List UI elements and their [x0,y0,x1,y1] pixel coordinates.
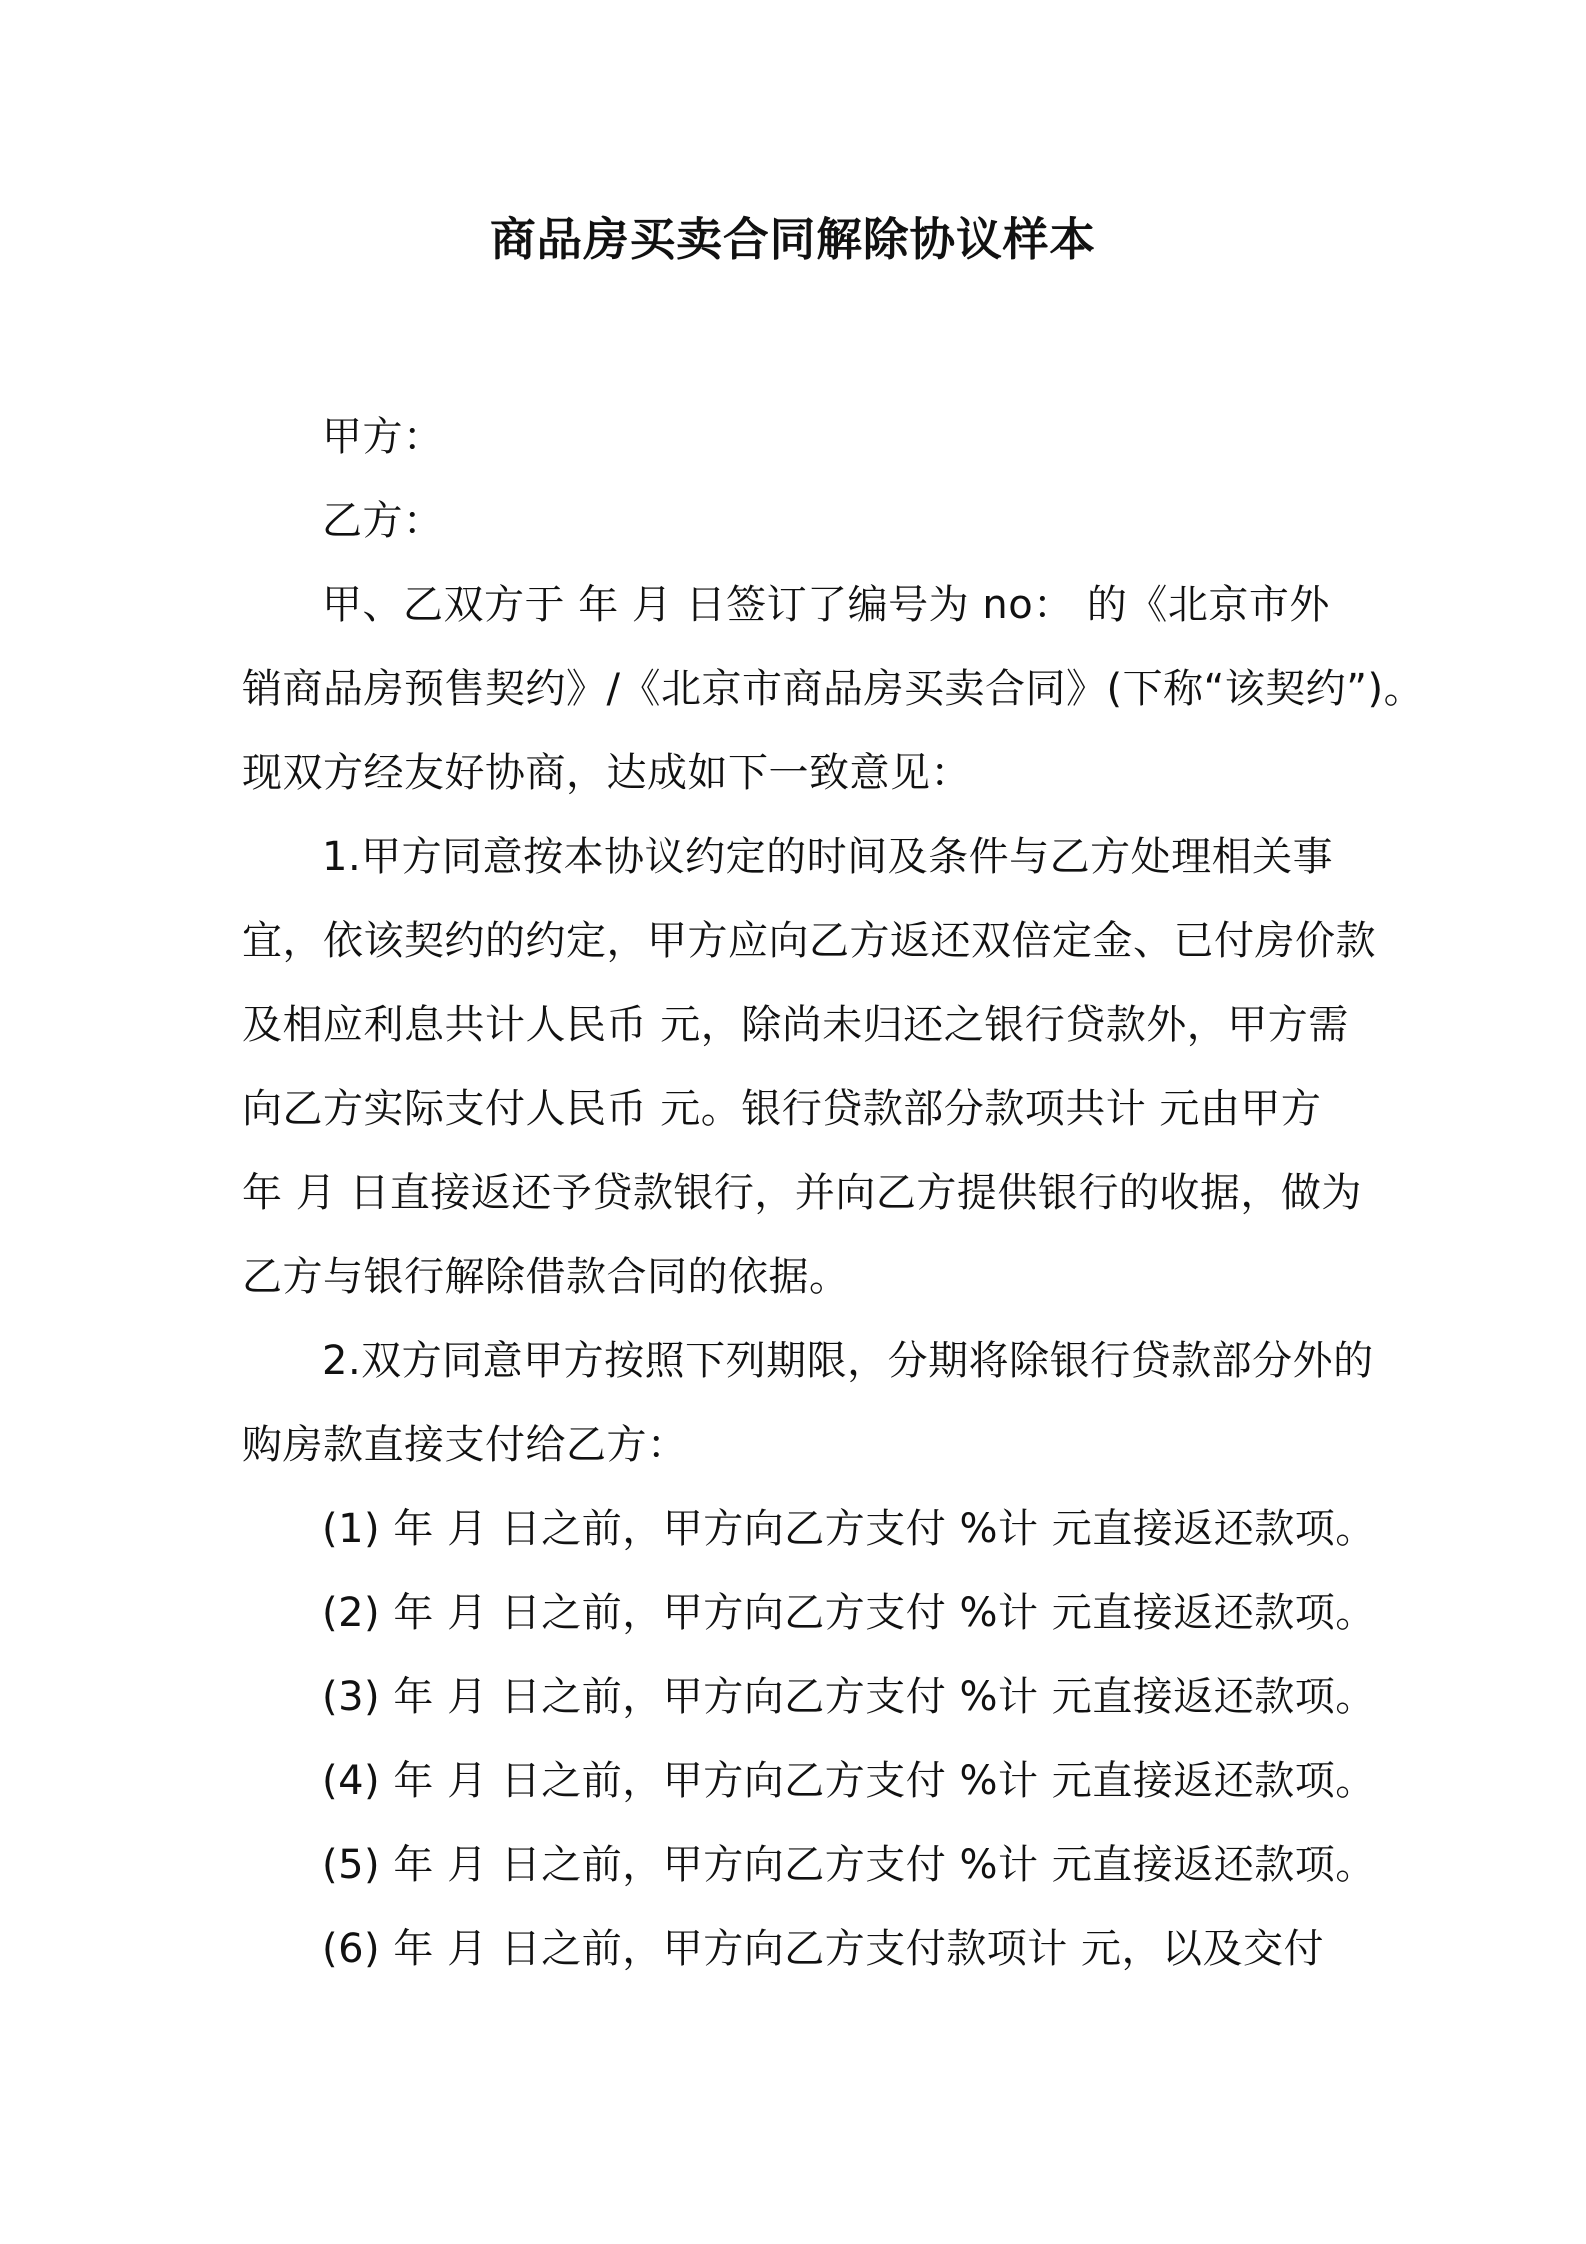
preamble-line: 甲、乙双方于 年 月 日签订了编号为 no： 的《北京市外 [322,582,1330,628]
clause-1-line: 年 月 日直接返还予贷款银行，并向乙方提供银行的收据，做为 [242,1170,1362,1216]
clause-1-line: 向乙方实际支付人民币 元。银行贷款部分款项共计 元由甲方 [242,1086,1322,1132]
installment-item: (4) 年 月 日之前，甲方向乙方支付 %计 元直接返还款项。 [322,1758,1376,1804]
preamble-line: 现双方经友好协商，达成如下一致意见： [242,750,971,796]
installment-item: (6) 年 月 日之前，甲方向乙方支付款项计 元，以及交付 [322,1926,1325,1972]
party-a-label: 甲方： [322,414,444,460]
clause-1-line: 及相应利息共计人民币 元，除尚未归还之银行贷款外，甲方需 [242,1002,1349,1048]
clause-1-line: 宜，依该契约的约定，甲方应向乙方返还双倍定金、已付房价款 [242,918,1376,964]
installment-item: (3) 年 月 日之前，甲方向乙方支付 %计 元直接返还款项。 [322,1674,1376,1720]
preamble-line: 销商品房预售契约》/《北京市商品房买卖合同》(下称“该契约”)。 [242,666,1425,712]
party-b-label: 乙方： [322,498,444,544]
clause-1-line: 1.甲方同意按本协议约定的时间及条件与乙方处理相关事 [322,834,1334,880]
document-title: 商品房买卖合同解除协议样本 [489,213,1097,266]
clause-1-line: 乙方与银行解除借款合同的依据。 [242,1254,850,1300]
clause-2-line: 2.双方同意甲方按照下列期限，分期将除银行贷款部分外的 [322,1338,1374,1384]
installment-item: (5) 年 月 日之前，甲方向乙方支付 %计 元直接返还款项。 [322,1842,1376,1888]
installment-item: (1) 年 月 日之前，甲方向乙方支付 %计 元直接返还款项。 [322,1506,1376,1552]
installment-item: (2) 年 月 日之前，甲方向乙方支付 %计 元直接返还款项。 [322,1590,1376,1636]
clause-2-line: 购房款直接支付给乙方： [242,1422,688,1468]
